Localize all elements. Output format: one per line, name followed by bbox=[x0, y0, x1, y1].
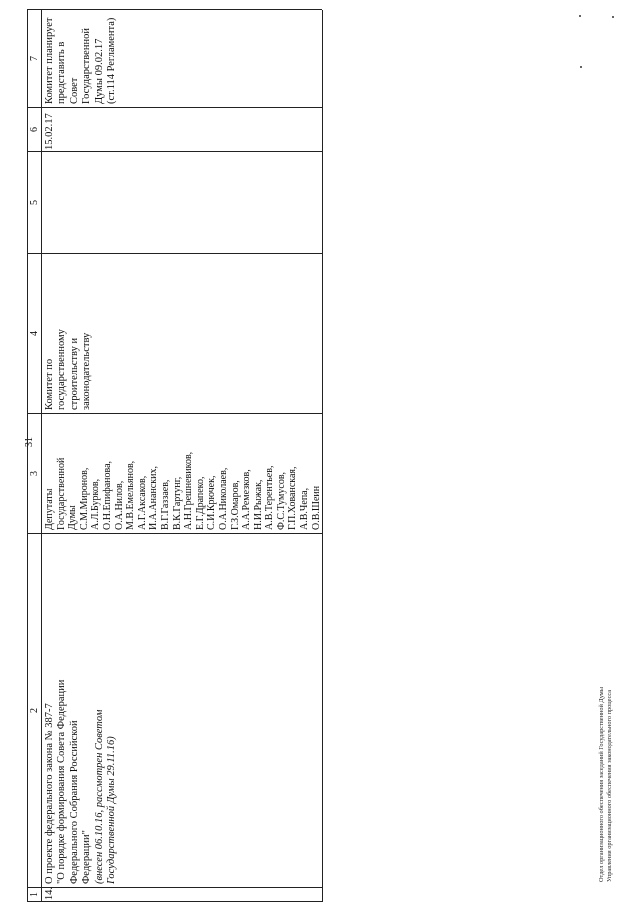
initiator-line: А.А.Ремезков, bbox=[241, 469, 253, 530]
initiator-line: Н.И.Рыжак, bbox=[252, 479, 264, 530]
plan-line: представить в Совет bbox=[56, 41, 80, 104]
column-number: 1 bbox=[28, 888, 42, 902]
committee-line: законодательству bbox=[81, 332, 93, 410]
plan-line: Комитет планирует bbox=[44, 17, 55, 104]
committee-line: государственному bbox=[56, 329, 68, 410]
committee-cell bbox=[42, 254, 323, 414]
initiator-line: А.В.Чепа, bbox=[299, 487, 311, 530]
initiator-line: Думы bbox=[67, 505, 79, 530]
initiator-line: Г.З.Омаров, bbox=[229, 480, 241, 530]
column-number: 5 bbox=[28, 152, 42, 254]
initiator-line: А.В.Терентьев, bbox=[264, 465, 276, 530]
scan-speck bbox=[579, 15, 581, 17]
date-cell: 15.02.17 bbox=[42, 108, 323, 152]
footer-note bbox=[598, 687, 614, 882]
initiator-line: Г.П.Хованская, bbox=[287, 466, 299, 530]
bill-title-line: Федерального Собрания Российской bbox=[68, 720, 80, 884]
bill-note-line: Государственной Думы 29.11.16) bbox=[106, 736, 118, 884]
footer-line: Отдел организационного обеспечения заседаний Государственной Думы bbox=[598, 687, 605, 882]
bill-title-line: О проекте федерального закона № 387-7 bbox=[44, 703, 55, 884]
committee-line: строительству и bbox=[68, 337, 80, 410]
initiator-line: С.И.Крючек, bbox=[206, 475, 218, 530]
initiator-line: Е.Г.Драпеко, bbox=[194, 476, 206, 530]
initiator-line: А.Л.Бурков, bbox=[90, 478, 102, 530]
initiator-line: О.В.Шеин bbox=[310, 485, 322, 530]
column-number-row bbox=[28, 10, 42, 902]
initiator-line: А.Н.Грешневиков, bbox=[183, 451, 195, 530]
initiator-line: А.Г.Аксаков, bbox=[136, 475, 148, 530]
table-row bbox=[42, 10, 323, 902]
initiators-cell bbox=[42, 414, 323, 534]
initiator-line: Государственной bbox=[55, 457, 67, 530]
initiator-line: Ф.С.Тумусов, bbox=[275, 471, 287, 530]
column-number: 2 bbox=[28, 534, 42, 888]
rotated-table-container bbox=[27, 10, 322, 902]
bill-title-cell bbox=[42, 534, 323, 901]
column-number: 6 bbox=[28, 108, 42, 152]
plan-line: Государственной bbox=[81, 28, 93, 104]
row-number: 14. bbox=[44, 887, 55, 901]
column-number: 7 bbox=[28, 10, 42, 108]
column-number: 3 bbox=[28, 414, 42, 534]
column-5-cell bbox=[42, 152, 323, 254]
initiator-line: С.М.Миронов, bbox=[78, 467, 90, 530]
footer-line: Управления организационного обеспечения законодательного процесса bbox=[606, 689, 613, 882]
page-number: 31 bbox=[24, 437, 35, 447]
plan-cell bbox=[42, 10, 323, 108]
initiator-line: И.А.Ананских, bbox=[148, 466, 160, 530]
initiator-line: О.А.Николаев, bbox=[217, 467, 229, 530]
initiator-line: О.А.Нилов, bbox=[113, 480, 125, 530]
plan-line: Думы 09.02.17 bbox=[93, 38, 105, 104]
bill-title-line: "О порядке формирования Совета Федерации bbox=[56, 679, 68, 884]
initiator-line: В.Г.Газзаев, bbox=[159, 479, 171, 530]
plan-line: (ст.114 Регламента) bbox=[106, 17, 118, 104]
bill-title-line: Федерации" bbox=[81, 830, 93, 884]
column-number: 4 bbox=[28, 254, 42, 414]
initiator-line: В.К.Гартунг, bbox=[171, 476, 183, 530]
bill-note-line: (внесен 06.10.16, рассмотрен Советом bbox=[93, 709, 105, 884]
scan-speck bbox=[580, 66, 582, 68]
scan-speck bbox=[612, 16, 614, 18]
initiator-line: М.В.Емельянов, bbox=[125, 460, 137, 530]
initiator-line: О.Н.Епифанова, bbox=[101, 460, 113, 530]
committee-line: Комитет по bbox=[44, 358, 55, 410]
legislation-table bbox=[27, 9, 322, 902]
table-bottom-border bbox=[322, 10, 323, 902]
row-number-cell bbox=[42, 888, 323, 902]
initiator-line: Депутаты bbox=[44, 488, 55, 530]
